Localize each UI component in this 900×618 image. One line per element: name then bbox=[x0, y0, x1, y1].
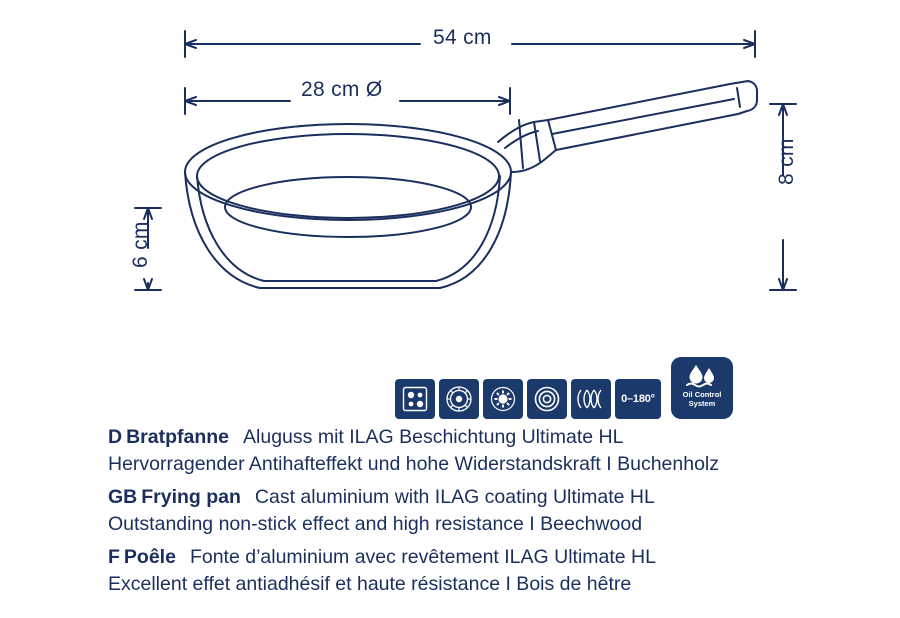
product-descriptions bbox=[108, 424, 838, 604]
lang-code-de: D bbox=[108, 426, 123, 448]
oil-control-line2: System bbox=[688, 399, 716, 408]
detail-fr: Excellent effet antiadhésif et haute résistance I Bois de hêtre bbox=[108, 573, 632, 595]
pan-outer-wall bbox=[185, 172, 511, 288]
dimension-label-handle-height: 8 cm bbox=[775, 138, 798, 185]
dimension-label-depth: 6 cm bbox=[129, 221, 152, 268]
induction-hob-icon bbox=[395, 379, 435, 419]
lang-code-fr: F bbox=[108, 546, 120, 568]
dimension-label-total-length: 54 cm bbox=[433, 26, 492, 49]
oil-control-label bbox=[683, 390, 722, 408]
handle-end-cap bbox=[730, 81, 757, 114]
temperature-range-icon bbox=[615, 379, 661, 419]
material-fr: Fonte d’aluminium avec revêtement ILAG Ultimate HL bbox=[189, 546, 656, 568]
material-de: Aluguss mit ILAG Beschichtung Ultimate HL bbox=[243, 426, 624, 448]
product-name-gb: Frying pan bbox=[141, 486, 241, 508]
oil-control-line1: Oil Control bbox=[682, 390, 722, 399]
description-gb bbox=[108, 484, 838, 538]
handle-bottom-edge bbox=[556, 114, 738, 150]
handle-collar-seam2 bbox=[534, 122, 540, 161]
pan-rim-outer bbox=[185, 124, 511, 220]
handle-top-edge bbox=[548, 84, 730, 120]
handle-end-seam bbox=[737, 88, 740, 107]
compatibility-icon-strip bbox=[395, 357, 733, 419]
description-de bbox=[108, 424, 838, 478]
handle-mid-line bbox=[552, 99, 734, 134]
pan-inner-base bbox=[225, 177, 471, 237]
description-fr bbox=[108, 544, 838, 598]
description-fr-line1 bbox=[108, 544, 838, 571]
halogen-hob-icon bbox=[483, 379, 523, 419]
oil-control-system-icon bbox=[671, 357, 733, 419]
gas-hob-icon bbox=[439, 379, 479, 419]
electric-hob-icon bbox=[527, 379, 567, 419]
detail-de: Hervorragender Antihafteffekt und hohe Widerstandskraft I Buchenholz bbox=[108, 453, 720, 475]
description-gb-line1 bbox=[108, 484, 838, 511]
product-name-de: Bratpfanne bbox=[126, 426, 230, 448]
description-de-line1 bbox=[108, 424, 838, 451]
dimension-label-diameter: 28 cm Ø bbox=[301, 78, 383, 101]
material-gb: Cast aluminium with ILAG coating Ultimate HL bbox=[254, 486, 655, 508]
lang-code-gb: GB bbox=[108, 486, 138, 508]
ceramic-hob-icon bbox=[571, 379, 611, 419]
product-name-fr: Poêle bbox=[123, 546, 176, 568]
temperature-range-label: 0–180° bbox=[621, 393, 655, 405]
detail-gb: Outstanding non-stick effect and high resistance I Beechwood bbox=[108, 513, 643, 535]
